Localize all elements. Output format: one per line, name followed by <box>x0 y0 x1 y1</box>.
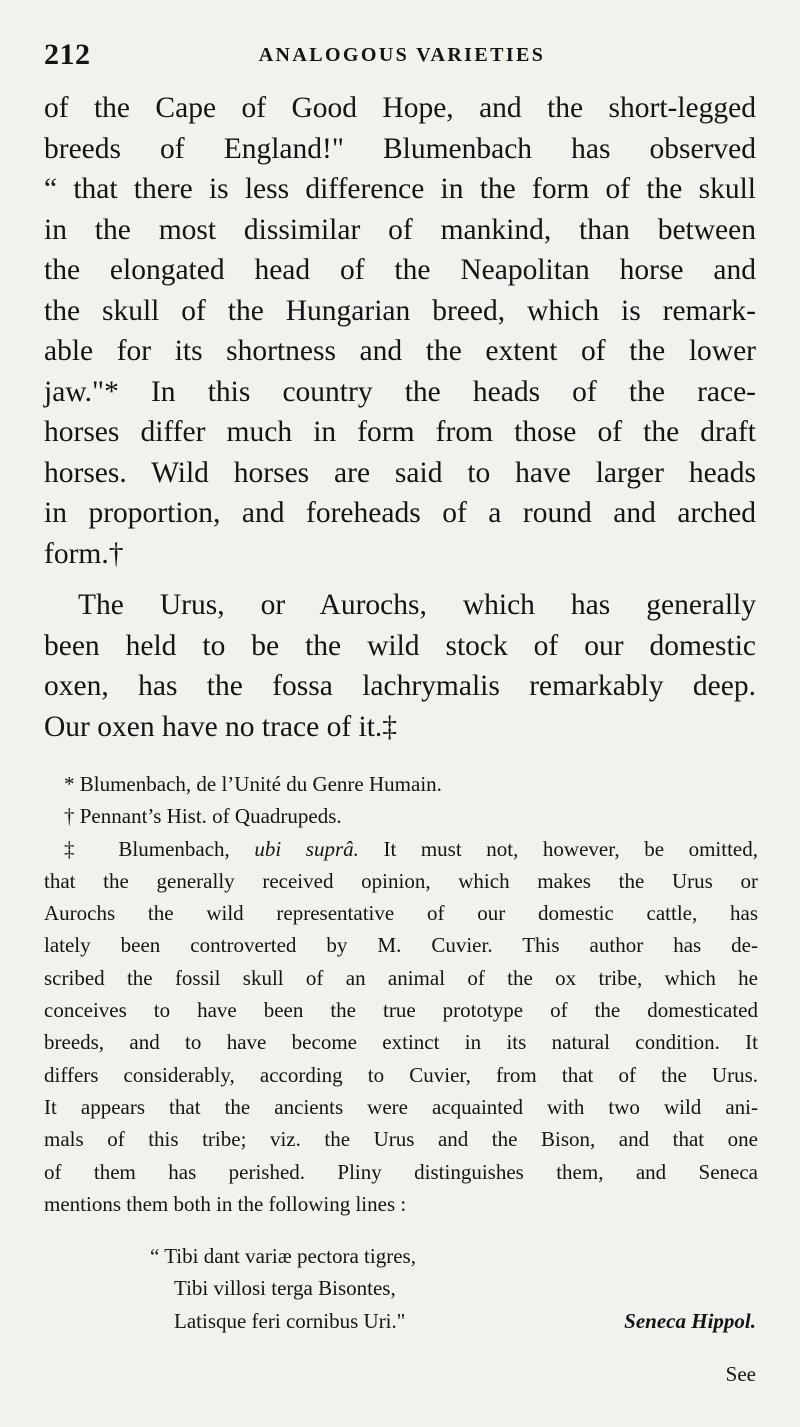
verse-quotation <box>44 1240 758 1337</box>
text-line: in proportion, and foreheads of a round and arched <box>44 497 756 529</box>
footnote-line: conceives to have been the true prototype of the domesticated <box>44 998 758 1023</box>
text-line: of the Cape of Good Hope, and the short-legged <box>44 92 756 124</box>
footnote-line: that the generally received opinion, which makes the Urus or <box>44 868 758 893</box>
text-line: horses differ much in form from those of the draft <box>44 416 756 448</box>
catchword: See <box>725 1362 756 1386</box>
page-header <box>44 36 760 76</box>
text-line: been held to be the wild stock of our domestic <box>44 629 756 662</box>
text-line: the elongated head of the Neapolitan horse and <box>44 254 756 286</box>
page-number: 212 <box>44 38 91 71</box>
footnote-3-first-line <box>44 833 758 865</box>
footnote-line: lately been controverted by M. Cuvier. This author has de- <box>44 933 758 958</box>
footnote-line: scribed the fossil skull of an animal of the ox tribe, which he <box>44 965 758 990</box>
paragraph-urus <box>44 585 756 747</box>
text-line: form.† <box>44 537 124 570</box>
verse-attribution: Seneca Hippol. <box>624 1308 756 1333</box>
text-line: jaw."* In this country the heads of the race- <box>44 375 756 408</box>
text-line: horses. Wild horses are said to have larger heads <box>44 456 756 489</box>
text-line: in the most dissimilar of mankind, than between <box>44 213 756 246</box>
footnote-1: * Blumenbach, de l’Unité du Genre Humain. <box>64 772 442 796</box>
footnotes <box>44 768 758 1220</box>
verse-line: Latisque feri cornibus Uri." <box>174 1308 406 1333</box>
verse-line: Tibi villosi terga Bisontes, <box>174 1276 396 1301</box>
footnote-line: differs considerably, according to Cuvier, from that of the Urus. <box>44 1062 758 1087</box>
text-line: Our oxen have no trace of it.‡ <box>44 710 398 743</box>
verse-line: “ Tibi dant variæ pectora tigres, <box>150 1244 416 1268</box>
footnote-line: mals of this tribe; viz. the Urus and the Bison, and that one <box>44 1127 758 1152</box>
text-line: able for its shortness and the extent of the lower <box>44 335 756 367</box>
text-line: “ that there is less difference in the form of the skull <box>44 173 756 205</box>
running-head: ANALOGOUS VARIETIES <box>258 44 546 66</box>
footnote-3-rest: It must not, however, be omitted, <box>358 836 758 861</box>
footnote-3-marker-author: ‡ Blumenbach, <box>64 836 255 861</box>
footnote-line: mentions them both in the following lines : <box>44 1191 407 1216</box>
footnote-3-italic: ubi suprâ. <box>254 836 359 861</box>
text-line: the skull of the Hungarian breed, which is remark- <box>44 294 756 327</box>
footnote-line: of them has perished. Pliny distinguishes them, and Seneca <box>44 1159 758 1184</box>
footnote-line: Aurochs the wild representative of our domestic cattle, has <box>44 901 758 926</box>
verse-line-with-attribution <box>44 1305 758 1337</box>
text-line: breeds of England!" Blumenbach has observed <box>44 132 756 165</box>
text-line: The Urus, or Aurochs, which has generally <box>78 589 756 621</box>
text-line: oxen, has the fossa lachrymalis remarkably deep. <box>44 670 756 702</box>
footnote-line: It appears that the ancients were acquainted with two wild ani- <box>44 1094 758 1119</box>
footnote-2: † Pennant’s Hist. of Quadrupeds. <box>64 804 342 829</box>
footnote-line: breeds, and to have become extinct in its natural condition. It <box>44 1030 758 1055</box>
main-text <box>44 88 756 747</box>
